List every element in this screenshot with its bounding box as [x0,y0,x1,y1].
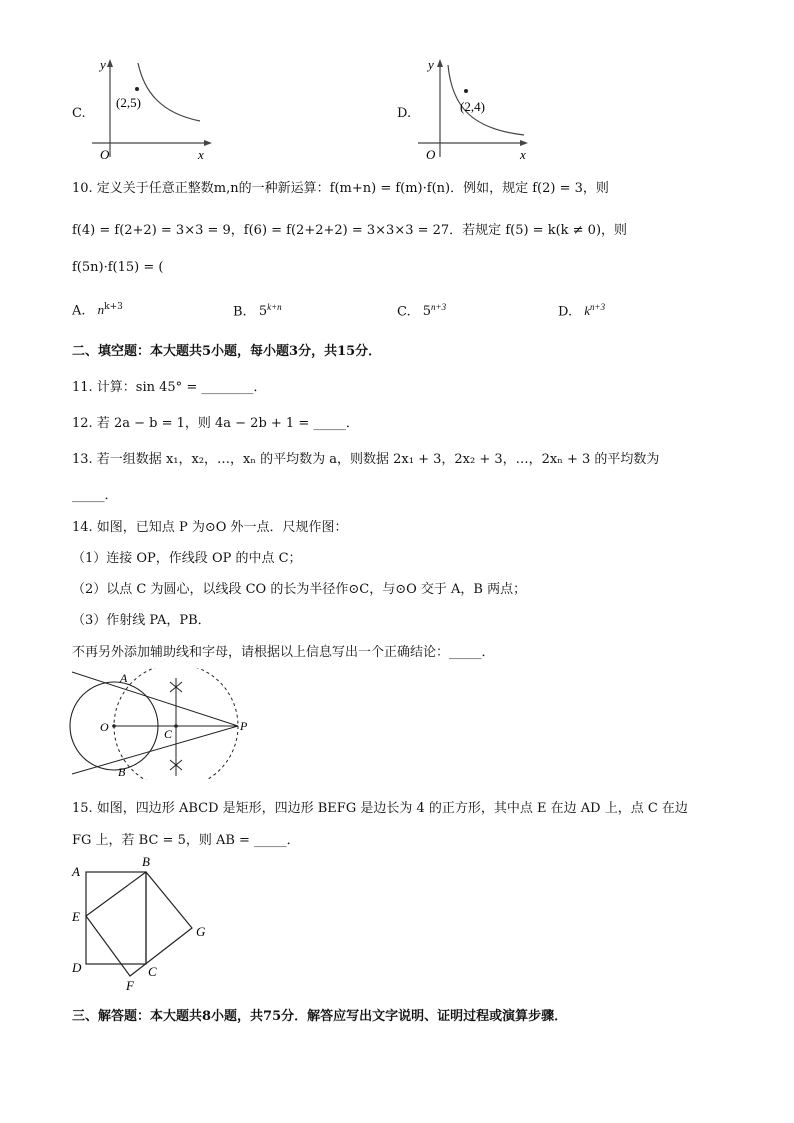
q14-prompt: 不再另外添加辅助线和字母，请根据以上信息写出一个正确结论：_____． [72,645,495,660]
point-label: (2,5) [116,95,141,110]
option-c-label: C. [72,106,86,121]
label-p: P [240,719,248,733]
label-b: B [118,765,126,779]
q10-option-c[interactable]: C. $5^{n+3}$ [397,302,447,320]
graph-option-c [88,55,218,167]
hyperbola-curve [138,63,200,121]
q10-option-b[interactable]: B. $5^{k+n}$ [233,302,282,320]
label-d: D [72,960,82,975]
ray-pa [72,672,238,726]
label-a: A [72,864,80,879]
x-axis-label: x [198,147,204,162]
section-2-heading: 二、填空题：本大题共5小题，每小题3分，共15分． [72,344,382,359]
point-marker [135,87,139,91]
q13-line1: 13. 若一组数据 x₁，x₂，…，xₙ 的平均数为 a，则数据 2x₁ + 3，2x₂ + 3，…，2xₙ + 3 的平均数为 [72,452,660,467]
point-label: (2,4) [460,99,485,114]
rectangle-abcd [86,872,146,964]
origin-label: O [100,147,110,162]
label-c: C [148,964,157,979]
y-axis-label: y [428,57,434,72]
q15-line1: 15. 如图，四边形 ABCD 是矩形，四边形 BEFG 是边长为 4 的正方形，其中点 E 在边 AD 上，点 C 在边 [72,801,688,816]
label-c: C [164,727,173,741]
q13-line2: _____． [72,488,118,503]
y-axis-label: y [100,57,106,72]
label-o: O [100,720,109,734]
origin-label: O [426,147,436,162]
q12: 12. 若 2a − b = 1，则 4a − 2b + 1 = _____． [72,416,359,431]
q10-line1: 10. 定义关于任意正整数m,n的一种新运算：f(m+n) = f(m)·f(n)．例如，规定 f(2) = 3，则 [72,181,609,196]
ray-pb [72,726,238,774]
q10-line3: f(5n)·f(15) = ( [72,260,164,275]
label-g: G [196,924,206,939]
option-d-label: D. [397,106,412,121]
q10-line2: f(4) = f(2+2) = 3×3 = 9，f(6) = f(2+2+2) = 3×3×3 = 27．若规定 f(5) = k(k ≠ 0)，则 [72,223,628,238]
q14-step2: （2）以点 C 为圆心，以线段 CO 的长为半径作⊙C，与⊙O 交于 A，B 两点； [72,582,527,597]
q14-step1: （1）连接 OP，作线段 OP 的中点 C； [72,551,302,566]
q14-step3: （3）作射线 PA，PB． [72,613,211,628]
x-axis-label: x [520,147,526,162]
q10-option-a[interactable]: A. $n^{k+3}$ [72,302,123,319]
q15-figure [66,852,216,994]
square-befg [86,872,192,976]
q14-intro: 14. 如图，已知点 P 为⊙O 外一点．尺规作图： [72,520,348,535]
section-3-heading: 三、解答题：本大题共8小题，共75分．解答应写出文字说明、证明过程或演算步骤． [72,1009,568,1024]
q14-figure [66,668,256,780]
label-e: E [72,909,80,924]
label-f: F [126,978,134,993]
point-marker [464,89,468,93]
label-a: A [120,671,128,685]
graph-option-d [412,55,542,167]
label-b: B [142,854,150,869]
q10-option-d[interactable]: D. $k^{n+3}$ [558,302,606,320]
q15-line2: FG 上，若 BC = 5，则 AB = _____． [72,833,300,848]
q11: 11. 计算：sin 45° = ________． [72,380,267,395]
